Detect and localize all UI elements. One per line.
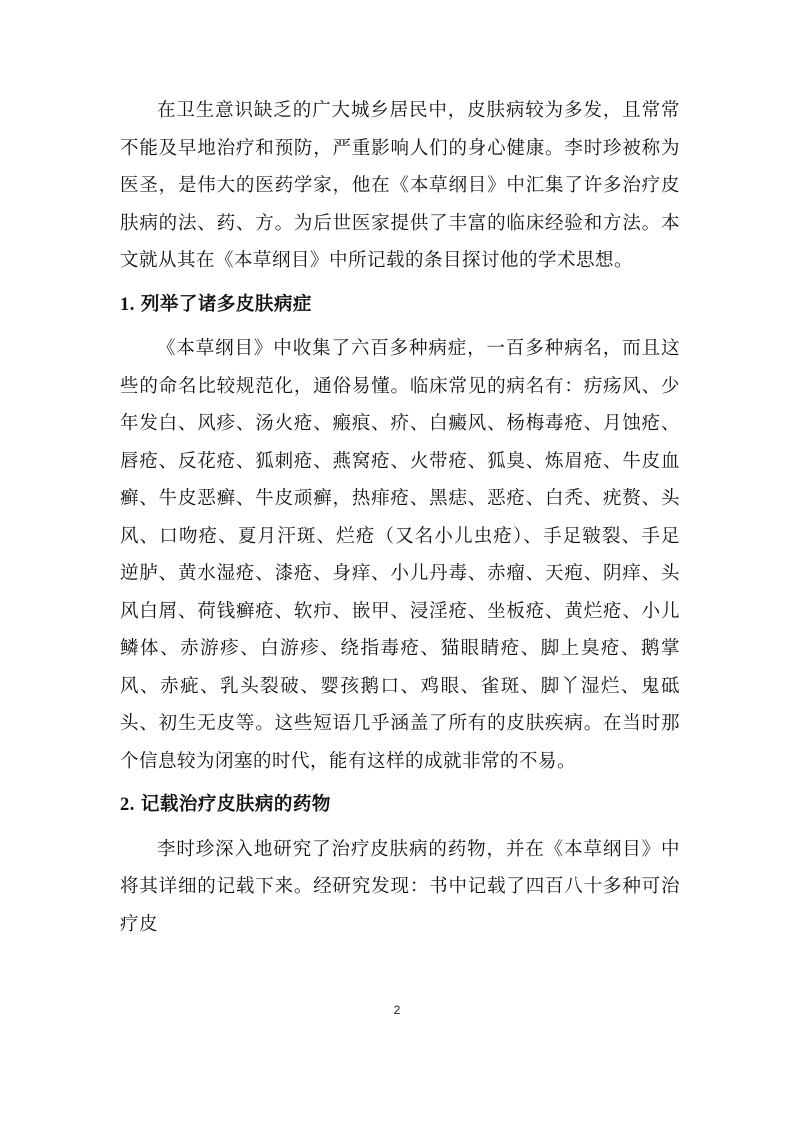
section-title-1: 列举了诸多皮肤病症 bbox=[140, 293, 312, 315]
section-number-2: 2. bbox=[120, 795, 135, 815]
section-heading-2 bbox=[120, 786, 680, 825]
section-title-2: 记载治疗皮肤病的药物 bbox=[140, 794, 331, 815]
document-body bbox=[120, 92, 680, 943]
intro-paragraph: 在卫生意识缺乏的广大城乡居民中，皮肤病较为多发，且常常不能及早地治疗和预防，严重影响人们的身心健康。李时珍被称为医圣，是伟大的医药学家，他在《本草纲目》中汇集了许多治疗皮肤病的法、药、方。为后世医家提供了丰富的临床经验和方法。本文就从其在《本草纲目》中所记载的条目探讨他的学术思想。 bbox=[120, 100, 680, 271]
page-number: 2 bbox=[393, 1003, 401, 1017]
section-heading-1 bbox=[120, 286, 680, 325]
section2-paragraph: 李时珍深入地研究了治疗皮肤病的药物，并在《本草纲目》中将其详细的记载下来。经研究发现：书中记载了四百八十多种可治疗皮 bbox=[120, 838, 680, 935]
section-number-1: 1. bbox=[120, 294, 135, 315]
section1-paragraph: 《本草纲目》中收集了六百多种病症，一百多种病名，而且这些的命名比较规范化，通俗易懂。临床常见的病名有：疠疡风、少年发白、风疹、汤火疮、瘢痕、疥、白癜风、杨梅毒疮、月蚀疮、唇疮、反花疮、狐刺疮、燕窝疮、火带疮、狐臭、炼眉疮、牛皮血癣、牛皮恶癣、牛皮顽癣，热痱疮、黑痣、恶疮、白秃、疣赘、头风、口吻疮、夏月汗斑、烂疮（又名小儿虫疮）、手足皲裂、手足逆胪、黄水湿疮、漆疮、身痒、小儿丹毒、赤瘤、天疱、阴痒、头风白屑、荷钱癣疮、软疖、嵌甲、浸淫疮、坐板疮、黄烂疮、小儿鳞体、赤游疹、白游疹、绕指毒疮、猫眼睛疮、脚上臭疮、鹅掌风、赤疵、乳头裂破、婴孩鹅口、鸡眼、雀斑、脚丫湿烂、鬼砥头、初生无皮等。这些短语几乎涵盖了所有的皮肤疾病。在当时那个信息较为闭塞的时代，能有这样的成就非常的不易。 bbox=[120, 338, 680, 772]
